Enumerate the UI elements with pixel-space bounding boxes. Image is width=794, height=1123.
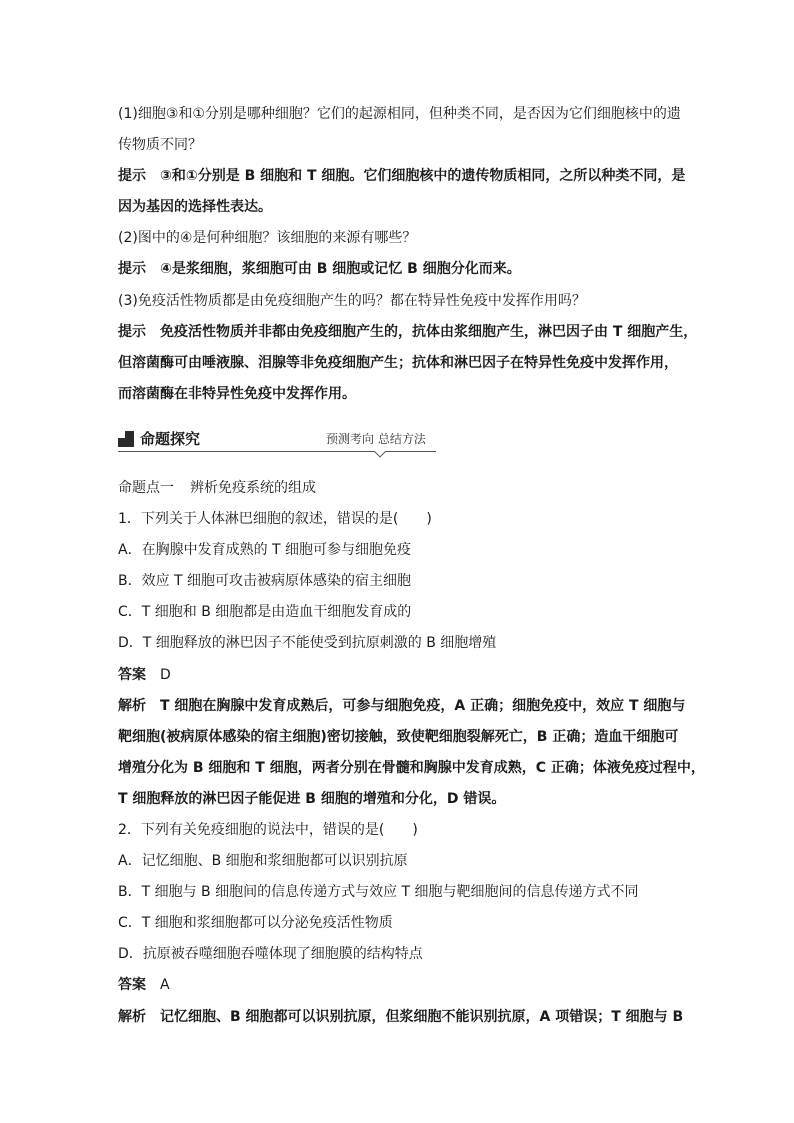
hint-3-text: 免疫活性物质并非都由免疫细胞产生的，抗体由浆细胞产生，淋巴因子由 T 细胞产生， — [160, 324, 698, 340]
q1-option-a: A．在胸腺中发育成熟的 T 细胞可参与细胞免疫 — [118, 542, 412, 558]
hint-label: 提示 — [118, 324, 146, 340]
hint-3-line-1 — [118, 322, 697, 342]
analysis-label: 解析 — [118, 698, 146, 714]
analysis-text: T 细胞在胸腺中发育成熟后，可参与细胞免疫，A 正确；细胞免疫中，效应 T 细胞与 — [160, 698, 686, 714]
q1-option-c: C．T 细胞和 B 细胞都是由造血干细胞发育成的 — [118, 604, 412, 620]
hint-label: 提示 — [118, 168, 146, 184]
q1-option-d: D．T 细胞释放的淋巴因子不能使受到抗原刺激的 B 细胞增殖 — [118, 635, 497, 651]
question-2: (2)图中的④是何种细胞？该细胞的来源有哪些？ — [118, 230, 417, 246]
question-1-line-1: (1)细胞③和①分别是哪种细胞？它们的起源相同，但种类不同，是否因为它们细胞核中的遗 — [118, 106, 681, 122]
q1-analysis-line-4: T 细胞释放的淋巴因子能促进 B 细胞的增殖和分化，D 错误。 — [118, 791, 506, 807]
q2-analysis-line-1 — [118, 1007, 683, 1027]
point-heading — [118, 478, 316, 498]
section-header — [118, 428, 436, 454]
q2-stem: 2．下列有关免疫细胞的说法中，错误的是( ) — [118, 822, 418, 838]
q2-answer — [118, 975, 170, 995]
point-label: 命题点一 — [118, 480, 174, 496]
q2-option-b: B．T 细胞与 B 细胞间的信息传递方式与效应 T 细胞与靶细胞间的信息传递方式不同 — [118, 884, 639, 900]
q1-answer — [118, 665, 171, 685]
q1-stem: 1．下列关于人体淋巴细胞的叙述，错误的是( ) — [118, 511, 432, 527]
hint-2-text: ④是浆细胞，浆细胞可由 B 细胞或记忆 B 细胞分化而来。 — [160, 261, 521, 277]
hint-1-line-2: 因为基因的选择性表达。 — [118, 199, 272, 215]
section-subtitle: 预测考向 总结方法 — [326, 432, 426, 446]
q1-analysis-line-2: 靶细胞(被病原体感染的宿主细胞)密切接触，致使靶细胞裂解死亡，B 正确；造血干细胞可 — [118, 729, 679, 745]
analysis-text: 记忆细胞、B 细胞都可以识别抗原，但浆细胞不能识别抗原，A 项错误；T 细胞与 B — [160, 1009, 684, 1025]
q1-analysis-line-1 — [118, 696, 685, 716]
q2-option-d: D．抗原被吞噬细胞吞噬体现了细胞膜的结构特点 — [118, 946, 423, 962]
section-rule — [118, 451, 436, 452]
hint-3-line-2: 但溶菌酶可由唾液腺、泪腺等非免疫细胞产生；抗体和淋巴因子在特异性免疫中发挥作用， — [118, 355, 678, 371]
q2-option-a: A．记忆细胞、B 细胞和浆细胞都可以识别抗原 — [118, 853, 408, 869]
analysis-label: 解析 — [118, 1009, 146, 1025]
q2-option-c: C．T 细胞和浆细胞都可以分泌免疫活性物质 — [118, 915, 393, 931]
answer-label: 答案 — [118, 667, 146, 683]
answer-value: A — [160, 977, 170, 993]
answer-label: 答案 — [118, 977, 146, 993]
hint-1-text: ③和①分别是 B 细胞和 T 细胞。它们细胞核中的遗传物质相同，之所以种类不同，是 — [160, 168, 686, 184]
question-3: (3)免疫活性物质都是由免疫细胞产生的吗？都在特异性免疫中发挥作用吗？ — [118, 293, 586, 309]
answer-value: D — [160, 667, 171, 683]
q1-option-b: B．效应 T 细胞可攻击被病原体感染的宿主细胞 — [118, 573, 412, 589]
section-square-icon — [118, 431, 134, 447]
question-1-line-2: 传物质不同？ — [118, 137, 202, 153]
hint-2 — [118, 259, 521, 279]
section-title: 命题探究 — [140, 430, 201, 448]
hint-1-line-1 — [118, 166, 685, 186]
point-title: 辨析免疫系统的组成 — [190, 480, 316, 496]
hint-label: 提示 — [118, 261, 146, 277]
q1-analysis-line-3: 增殖分化为 B 细胞和 T 细胞，两者分别在骨髓和胸腺中发育成熟，C 正确；体液免疫过程中， — [118, 760, 705, 776]
hint-3-line-3: 而溶菌酶在非特异性免疫中发挥作用。 — [118, 386, 356, 402]
section-rule-notch — [374, 446, 385, 457]
